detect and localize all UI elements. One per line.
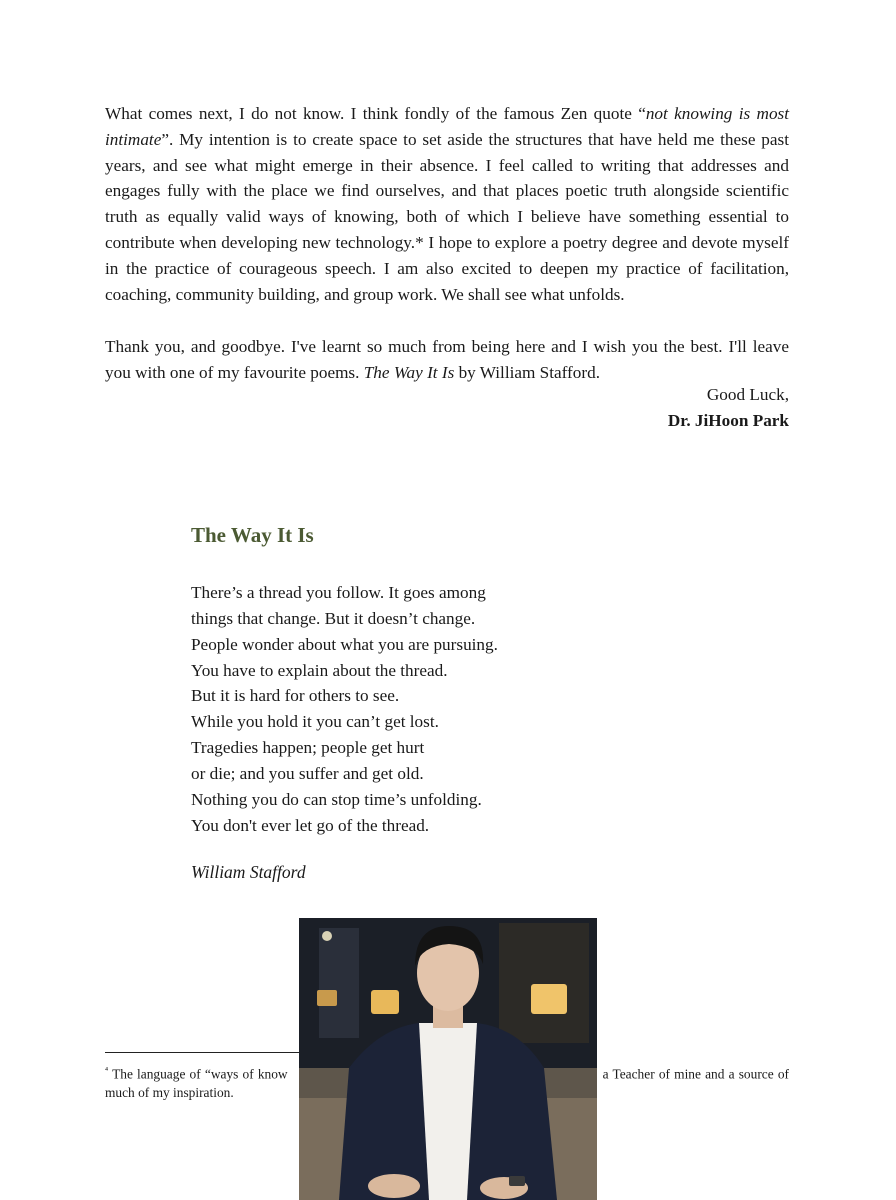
portrait-illustration bbox=[299, 918, 597, 1200]
closing-line: Good Luck, bbox=[706, 385, 789, 404]
poem-line: But it is hard for others to see. bbox=[191, 686, 400, 706]
letter-paragraph-1 bbox=[105, 101, 789, 307]
letter-paragraph-2 bbox=[105, 334, 789, 386]
p1-text-a: What comes next, I do not know. I think fondly of the famous Zen quote “ bbox=[105, 104, 646, 123]
footnote-divider bbox=[105, 1052, 305, 1053]
poem-line: You don't ever let go of the thread. bbox=[191, 815, 430, 835]
lamp-far bbox=[317, 990, 337, 1006]
footnote-text-start: The language of “ways of know bbox=[108, 1066, 288, 1082]
poem-line: While you hold it you can’t get lost. bbox=[191, 712, 439, 732]
poem-line: There’s a thread you follow. It goes among bbox=[191, 583, 486, 602]
shirt bbox=[419, 1023, 477, 1200]
ceiling-light bbox=[322, 931, 332, 941]
p2-text-b: by William Stafford. bbox=[454, 362, 600, 382]
window-pane bbox=[319, 928, 359, 1038]
poem-title: The Way It Is bbox=[191, 523, 314, 547]
signature-name: Dr. JiHoon Park bbox=[667, 411, 789, 430]
portrait-photo bbox=[299, 918, 597, 1200]
footnote-marker: ⁴ bbox=[105, 1065, 109, 1075]
poem-line: Tragedies happen; people get hurt bbox=[191, 738, 425, 758]
poem-line: People wonder about what you are pursuing. bbox=[191, 634, 498, 654]
p2-text-a: Thank you, and goodbye. I've learnt so much from being here and I wish you the best. I'll leave you with one of my favourite poems. bbox=[105, 337, 789, 382]
curtain bbox=[499, 923, 589, 1043]
poem-body bbox=[191, 580, 498, 838]
poem-author: William Stafford bbox=[191, 862, 306, 882]
wristwatch bbox=[509, 1176, 525, 1186]
footnote-text-end: a Teacher of mine and a source of much of my inspiration. bbox=[105, 1066, 789, 1101]
poem-line: Nothing you do can stop time’s unfolding. bbox=[191, 789, 482, 809]
zen-quote: not knowing is most intimate bbox=[105, 104, 790, 149]
hand-left bbox=[368, 1174, 420, 1198]
poem-line: or die; and you suffer and get old. bbox=[191, 763, 424, 783]
poem-title-inline: The Way It Is bbox=[363, 362, 455, 382]
lamp-right bbox=[531, 984, 567, 1014]
poem-line: You have to explain about the thread. bbox=[191, 660, 448, 680]
poem-line: things that change. But it doesn’t change. bbox=[191, 608, 476, 628]
lamp-left bbox=[371, 990, 399, 1014]
p1-text-b: ”. My intention is to create space to set aside the structures that have held me these past years, and see what might emerge in their absence. I feel called to writing that addresses and engages fully with the place we find ourselves, and that places poetic truth alongside scientific truth as equally valid ways of knowing, both of which I believe have something essential to contribute when developing new technology.* I hope to explore a poetry degree and devote myself in the practice of courageous speech. I am also excited to deepen my practice of facilitation, coaching, community building, and group work. We shall see what unfolds. bbox=[105, 129, 789, 304]
